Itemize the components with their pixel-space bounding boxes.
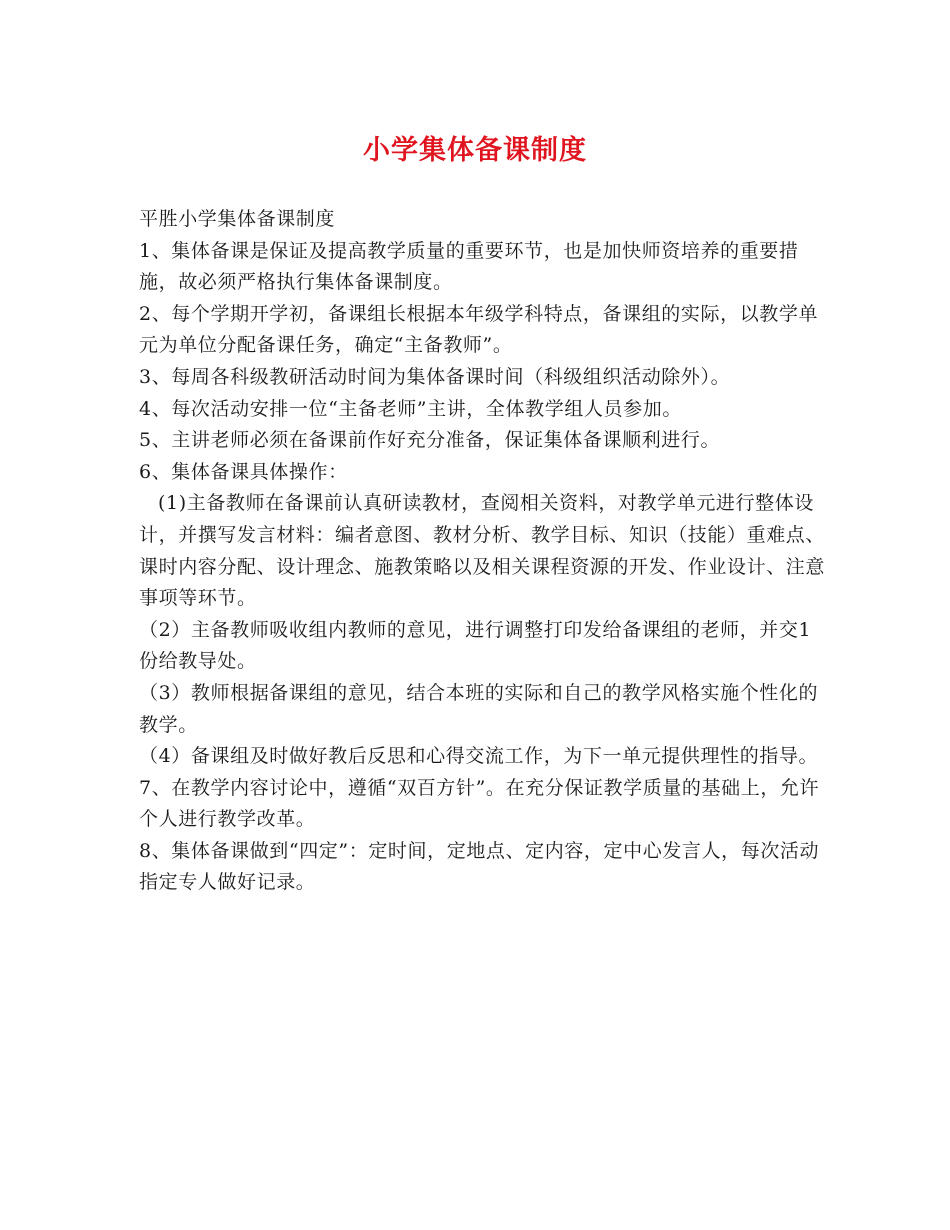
paragraph-item-1: 1、集体备课是保证及提高教学质量的重要环节，也是加快师资培养的重要措施，故必须严格执行集体备课制度。 — [139, 239, 799, 294]
paragraph-item-8: 8、集体备课做到“四定”：定时间，定地点、定内容，定中心发言人，每次活动指定专人做好记录。 — [139, 839, 820, 894]
paragraph-item-4: 4、每次活动安排一位“主备老师”主讲，全体教学组人员参加。 — [139, 397, 682, 420]
paragraph-item-3: 3、每周各科级教研活动时间为集体备课时间（科级组织活动除外）。 — [139, 365, 731, 388]
document-subtitle: 平胜小学集体备课制度 — [139, 208, 336, 230]
paragraph-item-6-4: （4）备课组及时做好教后反思和心得交流工作，为下一单元提供理性的指导。 — [139, 745, 819, 768]
paragraph-item-2: 2、每个学期开学初，备课组长根据本年级学科特点，备课组的实际，以教学单元为单位分配备课任务，确定“主备教师”。 — [139, 302, 819, 357]
document-title: 小学集体备课制度 — [363, 135, 587, 166]
paragraph-item-6-2: （2）主备教师吸收组内教师的意见，进行调整打印发给备课组的老师，并交1份给教导处。 — [139, 618, 812, 673]
paragraph-item-6-3: （3）教师根据备课组的意见，结合本班的实际和自己的教学风格实施个性化的教学。 — [139, 681, 819, 736]
document-body — [139, 204, 829, 899]
paragraph-item-7: 7、在教学内容讨论中，遵循“双百方针”。在充分保证教学质量的基础上，允许个人进行教学改革。 — [139, 776, 820, 831]
paragraph-item-6-1: (1)主备教师在备课前认真研读教材，查阅相关资料，对教学单元进行整体设计，并撰写发言材料：编者意图、教材分析、教学目标、知识（技能）重难点、课时内容分配、设计理念、施教策略以及相关课程资源的开发、作业设计、注意事项等环节。 — [139, 492, 826, 610]
paragraph-item-5: 5、主讲老师必须在备课前作好充分准备，保证集体备课顺利进行。 — [139, 429, 721, 452]
paragraph-item-6: 6、集体备课具体操作： — [139, 460, 348, 483]
